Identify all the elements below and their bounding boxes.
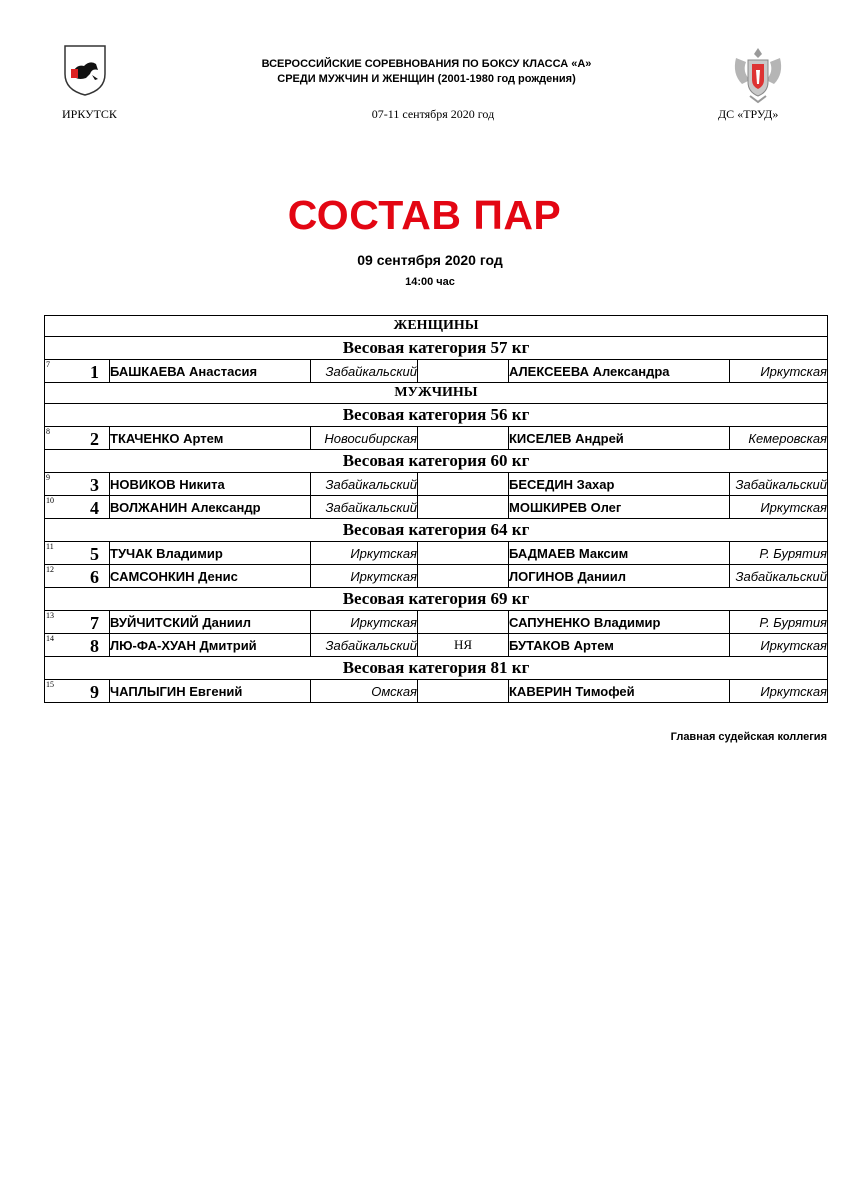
pair-number: 7 — [90, 613, 99, 633]
red-corner-region: Иркутская — [311, 565, 418, 588]
number-cell — [45, 634, 110, 657]
category-row — [45, 337, 828, 360]
blue-corner-name: АЛЕКСЕЕВА Александра — [509, 360, 730, 383]
city-label: ИРКУТСК — [62, 107, 117, 121]
bout-number: 15 — [46, 680, 54, 689]
table-row — [45, 611, 828, 634]
bout-number: 10 — [46, 496, 54, 505]
blue-corner-name: БЕСЕДИН Захар — [509, 473, 730, 496]
category-label: Весовая категория 56 кг — [45, 404, 828, 427]
table-row — [45, 565, 828, 588]
competition-dates: 07-11 сентября 2020 год — [371, 107, 495, 121]
blue-corner-name: КИСЕЛЕВ Андрей — [509, 427, 730, 450]
bout-number: 13 — [46, 611, 54, 620]
bout-number: 7 — [46, 360, 50, 369]
competition-title-line1: ВСЕРОССИЙСКИЕ СОРЕВНОВАНИЯ ПО БОКСУ КЛАССА «А» — [261, 58, 592, 70]
red-corner-name: ВОЛЖАНИН Александр — [110, 496, 311, 519]
red-corner-region: Забайкальский — [311, 473, 418, 496]
category-label: Весовая категория 60 кг — [45, 450, 828, 473]
competition-title-line2: СРЕДИ МУЖЧИН И ЖЕНЩИН (2001-1980 год рождения) — [277, 73, 576, 85]
table-row — [45, 496, 828, 519]
venue-label: ДС «ТРУД» — [718, 107, 779, 121]
number-cell — [45, 611, 110, 634]
blue-corner-name: МОШКИРЕВ Олег — [509, 496, 730, 519]
red-corner-region: Забайкальский — [311, 360, 418, 383]
bout-number: 9 — [46, 473, 50, 482]
table-row — [45, 680, 828, 703]
blue-corner-region: Р. Бурятия — [730, 542, 828, 565]
table-row — [45, 634, 828, 657]
blue-corner-name: САПУНЕНКО Владимир — [509, 611, 730, 634]
red-corner-region: Иркутская — [311, 542, 418, 565]
chief-judges-note: Главная судейская коллегия — [670, 731, 827, 743]
pair-number: 6 — [90, 567, 99, 587]
red-corner-name: САМСОНКИН Денис — [110, 565, 311, 588]
irkutsk-coat-of-arms-icon — [62, 44, 108, 96]
blue-corner-name: БАДМАЕВ Максим — [509, 542, 730, 565]
result-cell — [418, 542, 509, 565]
category-label: Весовая категория 81 кг — [45, 657, 828, 680]
result-cell — [418, 496, 509, 519]
blue-corner-name: БУТАКОВ Артем — [509, 634, 730, 657]
red-corner-region: Новосибирская — [311, 427, 418, 450]
category-row — [45, 404, 828, 427]
result-cell — [418, 427, 509, 450]
category-row — [45, 588, 828, 611]
table-row — [45, 360, 828, 383]
bout-number: 11 — [46, 542, 54, 551]
category-label: Весовая категория 64 кг — [45, 519, 828, 542]
blue-corner-region: Забайкальский — [730, 473, 828, 496]
blue-corner-region: Иркутская — [730, 360, 828, 383]
blue-corner-region: Иркутская — [730, 680, 828, 703]
table-row — [45, 473, 828, 496]
pairs-table — [44, 315, 828, 703]
number-cell — [45, 565, 110, 588]
pair-number: 9 — [90, 682, 99, 702]
section-label: МУЖЧИНЫ — [45, 383, 828, 404]
bout-number: 12 — [46, 565, 54, 574]
blue-corner-region: Иркутская — [730, 634, 828, 657]
number-cell — [45, 680, 110, 703]
red-corner-region: Забайкальский — [311, 496, 418, 519]
bout-number: 14 — [46, 634, 54, 643]
section-label: ЖЕНЩИНЫ — [45, 316, 828, 337]
bout-number: 8 — [46, 427, 50, 436]
pair-number: 2 — [90, 429, 99, 449]
number-cell — [45, 473, 110, 496]
red-corner-name: НОВИКОВ Никита — [110, 473, 311, 496]
red-corner-region: Омская — [311, 680, 418, 703]
pair-number: 8 — [90, 636, 99, 656]
blue-corner-region: Кемеровская — [730, 427, 828, 450]
session-time: 14:00 час — [405, 276, 455, 288]
pair-number: 3 — [90, 475, 99, 495]
category-row — [45, 519, 828, 542]
pair-number: 1 — [90, 362, 99, 382]
blue-corner-region: Р. Бурятия — [730, 611, 828, 634]
blue-corner-name: ЛОГИНОВ Даниил — [509, 565, 730, 588]
section-row-men — [45, 383, 828, 404]
result-cell: НЯ — [418, 634, 509, 657]
session-date: 09 сентября 2020 год — [357, 252, 503, 268]
result-cell — [418, 473, 509, 496]
category-label: Весовая категория 57 кг — [45, 337, 828, 360]
red-corner-name: ЧАПЛЫГИН Евгений — [110, 680, 311, 703]
red-corner-name: ТУЧАК Владимир — [110, 542, 311, 565]
pair-number: 5 — [90, 544, 99, 564]
pair-number: 4 — [90, 498, 99, 518]
result-cell — [418, 360, 509, 383]
table-row — [45, 427, 828, 450]
red-corner-name: ВУЙЧИТСКИЙ Даниил — [110, 611, 311, 634]
result-cell — [418, 611, 509, 634]
red-corner-name: ЛЮ-ФА-ХУАН Дмитрий — [110, 634, 311, 657]
red-corner-region: Забайкальский — [311, 634, 418, 657]
section-row-women — [45, 316, 828, 337]
number-cell — [45, 360, 110, 383]
number-cell — [45, 427, 110, 450]
table-row — [45, 542, 828, 565]
number-cell — [45, 496, 110, 519]
blue-corner-region: Забайкальский — [730, 565, 828, 588]
result-cell — [418, 680, 509, 703]
category-row — [45, 450, 828, 473]
number-cell — [45, 542, 110, 565]
result-cell — [418, 565, 509, 588]
blue-corner-region: Иркутская — [730, 496, 828, 519]
red-corner-name: БАШКАЕВА Анастасия — [110, 360, 311, 383]
blue-corner-name: КАВЕРИН Тимофей — [509, 680, 730, 703]
page-title: СОСТАВ ПАР — [287, 192, 562, 238]
red-corner-name: ТКАЧЕНКО Артем — [110, 427, 311, 450]
red-corner-region: Иркутская — [311, 611, 418, 634]
category-label: Весовая категория 69 кг — [45, 588, 828, 611]
category-row — [45, 657, 828, 680]
